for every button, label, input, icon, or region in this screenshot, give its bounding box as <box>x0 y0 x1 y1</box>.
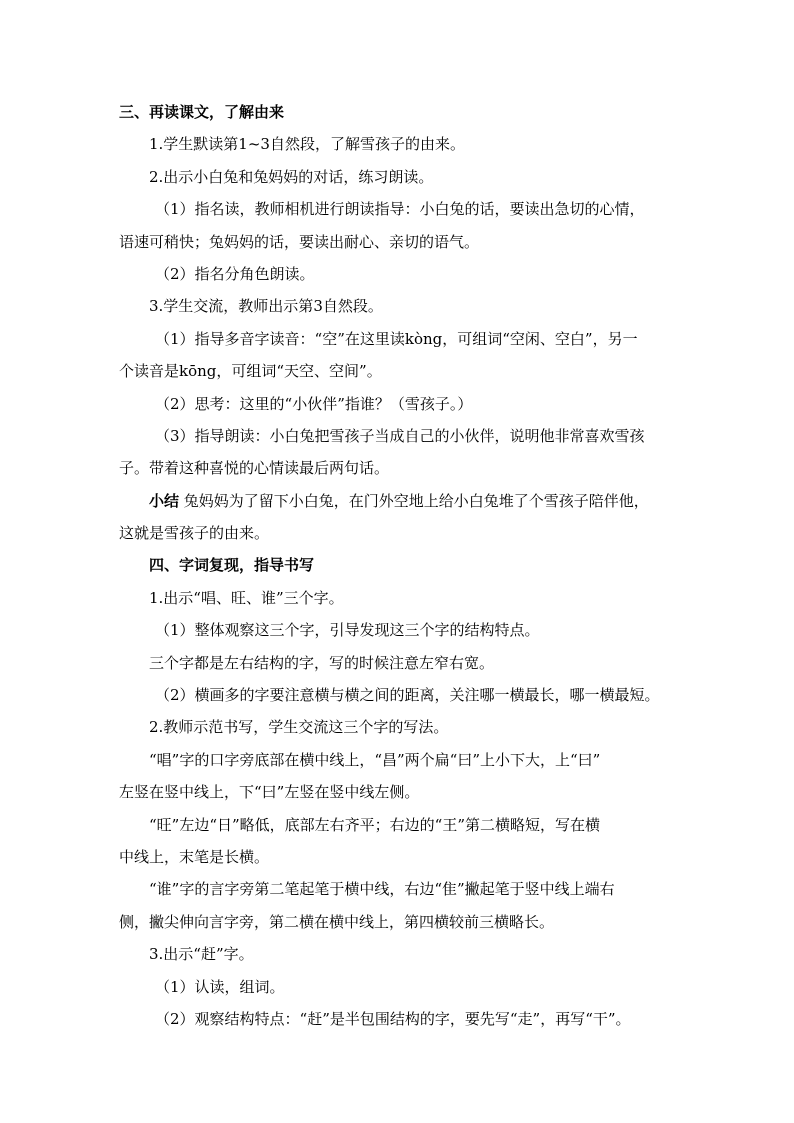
paragraph: “旺”左边“日”略低，底部左右齐平；右边的“王”第二横略短，写在横 <box>149 815 601 834</box>
paragraph: “唱”字的口字旁底部在横中线上，“昌”两个扁“曰”上小下大，上“曰” <box>149 750 601 769</box>
paragraph: （2）指名分角色朗读。 <box>155 264 315 283</box>
paragraph: 2.出示小白兔和兔妈妈的对话，练习朗读。 <box>149 167 434 186</box>
paragraph: （3）指导朗读：小白兔把雪孩子当成自己的小伙伴，说明他非常喜欢雪孩 <box>155 426 645 445</box>
paragraph: （1）认读，组词。 <box>155 977 285 996</box>
summary-label: 小结 <box>149 491 180 510</box>
paragraph: （1）指导多音字读音：“空”在这里读kòng，可组词“空闲、空白”，另一 <box>155 329 638 348</box>
summary-text: 兔妈妈为了留下小白兔，在门外空地上给小白兔堆了个雪孩子陪伴他， <box>183 491 649 510</box>
paragraph: 侧，撇尖伸向言字旁，第二横在横中线上，第四横较前三横略长。 <box>119 912 555 931</box>
paragraph: 这就是雪孩子的由来。 <box>119 524 270 543</box>
paragraph: （2）横画多的字要注意横与横之间的距离，关注哪一横最长，哪一横最短。 <box>155 686 660 705</box>
section-heading-3: 三、再读课文，了解由来 <box>119 103 285 121</box>
paragraph: 1.出示“唱、旺、谁”三个字。 <box>149 588 344 607</box>
paragraph: 2.教师示范书写，学生交流这三个字的写法。 <box>149 718 449 737</box>
paragraph: （1）整体观察这三个字，引导发现这三个字的结构特点。 <box>155 621 540 640</box>
paragraph: 语速可稍快；兔妈妈的话，要读出耐心、亲切的语气。 <box>119 232 480 251</box>
lesson-body <box>119 96 679 1035</box>
paragraph: “谁”字的言字旁第二笔起笔于横中线，右边“隹”撇起笔于竖中线上端右 <box>149 880 615 899</box>
paragraph: 3.学生交流，教师出示第3自然段。 <box>149 297 383 316</box>
paragraph: （1）指名读，教师相机进行朗读指导：小白兔的话，要读出急切的心情， <box>155 200 645 219</box>
paragraph: 3.出示“赶”字。 <box>149 945 254 964</box>
summary-paragraph <box>119 485 679 517</box>
paragraph: 个读音是kōng，可组词“天空、空间”。 <box>119 362 382 381</box>
paragraph: 中线上，末笔是长横。 <box>119 847 270 866</box>
paragraph: 左竖在竖中线上，下“曰”左竖在竖中线左侧。 <box>119 783 420 802</box>
paragraph: （2）观察结构特点：“赶”是半包围结构的字，要先写“走”，再写“干”。 <box>155 1009 631 1028</box>
section-heading-4: 四、字词复现，指导书写 <box>149 556 315 575</box>
paragraph: 子。带着这种喜悦的心情读最后两句话。 <box>119 459 390 478</box>
paragraph: 三个字都是左右结构的字，写的时候注意左窄右宽。 <box>149 653 495 672</box>
paragraph: 1.学生默读第1~3自然段，了解雪孩子的由来。 <box>149 135 465 154</box>
paragraph: （2）思考：这里的“小伙伴”指谁？（雪孩子。） <box>155 394 473 413</box>
